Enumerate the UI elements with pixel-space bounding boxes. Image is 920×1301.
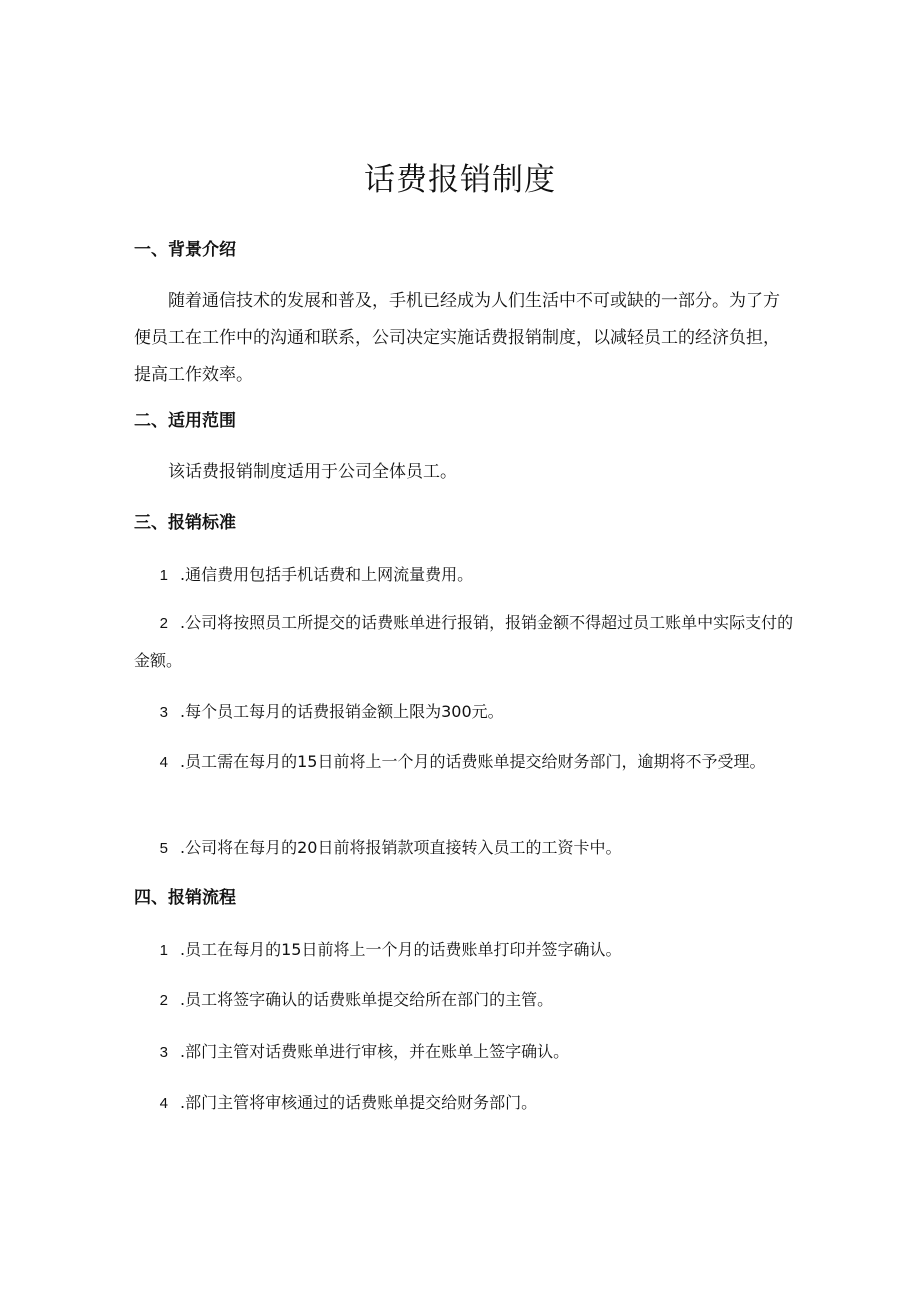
item-text: .公司将在每月的20日前将报销款项直接转入员工的工资卡中。	[180, 838, 622, 857]
item-number: 4	[159, 1095, 168, 1112]
process-item	[134, 1084, 794, 1122]
item-text: .每个员工每月的话费报销金额上限为300元。	[180, 702, 504, 721]
scope-paragraph: 该话费报销制度适用于公司全体员工。	[168, 462, 457, 482]
item-number: 5	[159, 840, 168, 857]
item-number: 3	[159, 704, 168, 721]
process-item	[134, 981, 794, 1019]
section-heading-standards: 三、报销标准	[134, 513, 236, 533]
item-text: .通信费用包括手机话费和上网流量费用。	[180, 565, 474, 584]
item-text: .员工将签字确认的话费账单提交给所在部门的主管。	[180, 990, 554, 1009]
item-number: 3	[159, 1044, 168, 1061]
item-number: 1	[159, 942, 168, 959]
item-number: 2	[159, 615, 168, 632]
item-text: .部门主管对话费账单进行审核，并在账单上签字确认。	[180, 1042, 570, 1061]
standards-item	[134, 604, 794, 679]
section-heading-process: 四、报销流程	[134, 888, 236, 908]
item-text: .员工需在每月的15日前将上一个月的话费账单提交给财务部门，逾期将不予受理。	[180, 752, 766, 771]
item-number: 1	[159, 567, 168, 584]
standards-item	[134, 693, 794, 731]
background-paragraph: 随着通信技术的发展和普及，手机已经成为人们生活中不可或缺的一部分。为了方便员工在工作中的沟通和联系，公司决定实施话费报销制度，以减轻员工的经济负担，提高工作效率。	[134, 291, 780, 385]
process-item	[134, 931, 794, 969]
standards-item	[134, 743, 794, 781]
document-title: 话费报销制度	[364, 162, 556, 198]
item-text: .公司将按照员工所提交的话费账单进行报销，报销金额不得超过员工账单中实际支付的金额。	[134, 613, 794, 670]
item-text: .员工在每月的15日前将上一个月的话费账单打印并签字确认。	[180, 940, 622, 959]
process-item	[134, 1033, 794, 1071]
item-number: 4	[159, 754, 168, 771]
section-heading-scope: 二、适用范围	[134, 411, 236, 431]
section-heading-background: 一、背景介绍	[134, 240, 236, 260]
item-text: .部门主管将审核通过的话费账单提交给财务部门。	[180, 1093, 538, 1112]
standards-item	[134, 556, 794, 594]
item-number: 2	[159, 992, 168, 1009]
standards-item	[134, 829, 794, 867]
